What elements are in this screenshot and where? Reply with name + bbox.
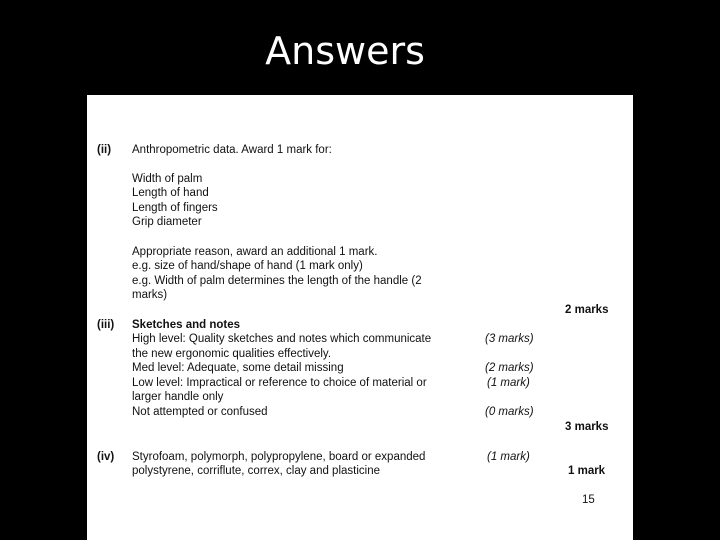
part-ii-label: (ii) xyxy=(97,144,112,156)
part-ii-example-2: e.g. Width of palm determines the length of the handle (2 xyxy=(132,275,422,287)
part-iv-answer: Styrofoam, polymorph, polypropylene, board or expanded xyxy=(132,451,426,463)
part-iv-label: (iv) xyxy=(97,451,115,463)
answer-document xyxy=(87,95,633,540)
part-iii-heading: Sketches and notes xyxy=(132,319,241,331)
part-ii-reason: Appropriate reason, award an additional 1 mark. xyxy=(132,246,378,258)
part-iii-low: Low level: Impractical or reference to choice of material or xyxy=(132,377,427,389)
part-iii-med: Med level: Adequate, some detail missing xyxy=(132,362,344,374)
part-iv-total: 1 mark xyxy=(568,465,606,477)
part-iii-high: High level: Quality sketches and notes which communicate xyxy=(132,333,432,345)
part-iii-high-marks: (3 marks) xyxy=(485,333,534,345)
part-ii-total: 2 marks xyxy=(565,304,609,316)
list-item: Width of palm xyxy=(132,173,203,185)
part-iv-answer-cont: polystyrene, corriflute, correx, clay and plasticine xyxy=(132,465,380,477)
page-number: 15 xyxy=(582,494,595,506)
part-iii-label: (iii) xyxy=(97,319,115,331)
list-item: Grip diameter xyxy=(132,216,202,228)
part-ii-example-1: e.g. size of hand/shape of hand (1 mark only) xyxy=(132,260,363,272)
list-item: Length of hand xyxy=(132,187,209,199)
part-iii-med-marks: (2 marks) xyxy=(485,362,534,374)
part-ii-intro: Anthropometric data. Award 1 mark for: xyxy=(132,144,332,156)
part-iii-none: Not attempted or confused xyxy=(132,406,268,418)
part-iii-high-cont: the new ergonomic qualities effectively. xyxy=(132,348,332,360)
part-iii-low-marks: (1 mark) xyxy=(487,377,530,389)
part-iii-none-marks: (0 marks) xyxy=(485,406,534,418)
slide-title: Answers xyxy=(265,29,425,73)
part-iii-total: 3 marks xyxy=(565,421,609,433)
part-iv-marks: (1 mark) xyxy=(487,451,530,463)
part-ii-example-2-cont: marks) xyxy=(132,289,168,301)
list-item: Length of fingers xyxy=(132,202,218,214)
part-iii-low-cont: larger handle only xyxy=(132,391,224,403)
